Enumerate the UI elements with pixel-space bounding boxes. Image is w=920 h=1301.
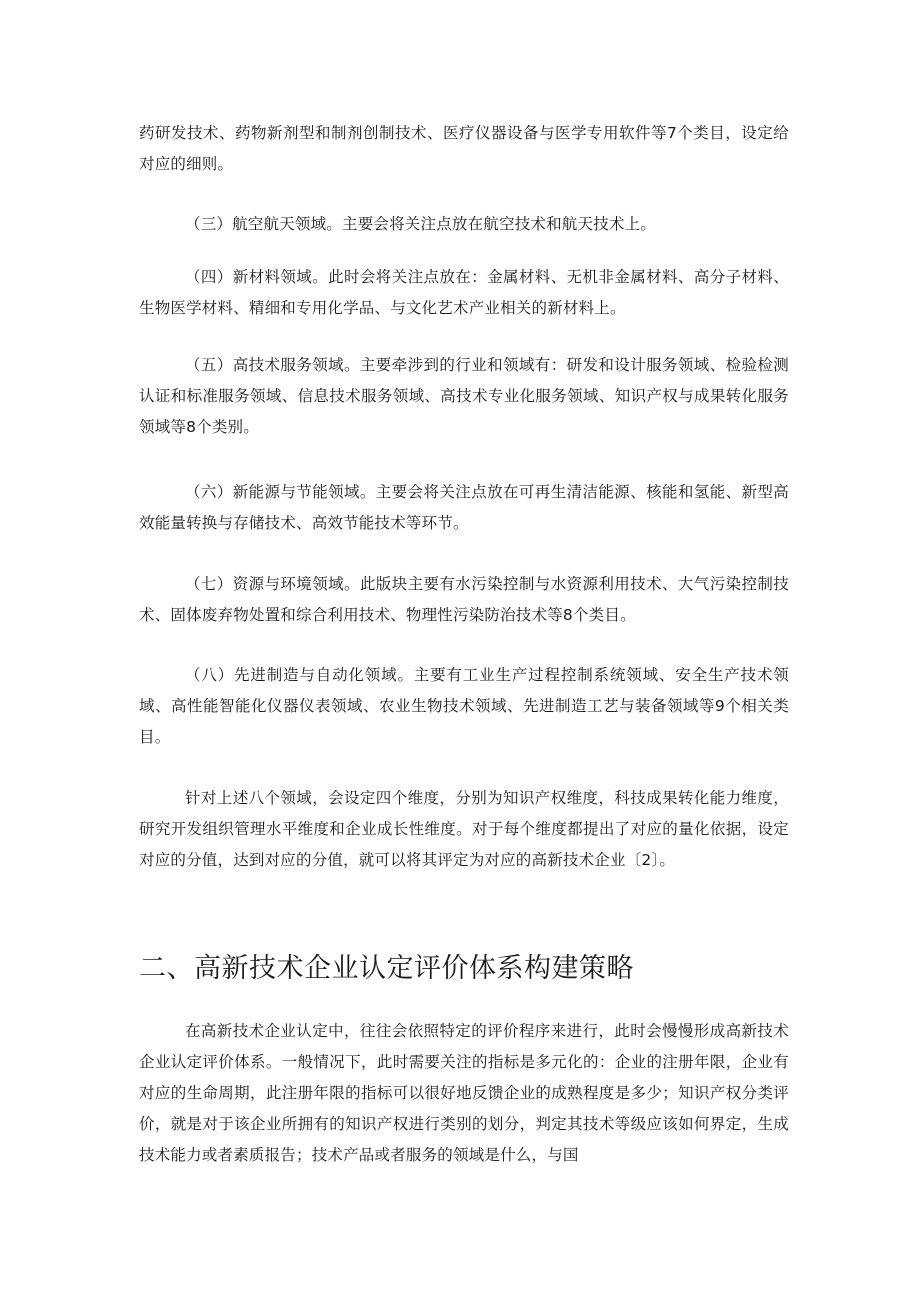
- paragraph-four-dimensions: 针对上述八个领域，会设定四个维度，分别为知识产权维度，科技成果转化能力维度，研究开发组织管理水平维度和企业成长性维度。对于每个维度都提出了对应的量化依据，设定对应的分值，达到对应的分值，就可以将其评定为对应的高新技术企业〔2〕。: [139, 789, 789, 869]
- paragraph-resources-environment: （七）资源与环境领域。此版块主要有水污染控制与水资源利用技术、大气污染控制技术、固体废弃物处置和综合利用技术、物理性污染防治技术等8个类目。: [139, 575, 789, 624]
- paragraph-new-energy: （六）新能源与节能领域。主要会将关注点放在可再生清洁能源、核能和氢能、新型高效能量转换与存储技术、高效节能技术等环节。: [139, 483, 789, 532]
- section-heading: 二、高新技术企业认定评价体系构建策略: [139, 953, 634, 984]
- paragraph-high-tech-services: （五）高技术服务领域。主要牵涉到的行业和领域有：研发和设计服务领域、检验检测认证和标准服务领域、信息技术服务领域、高技术专业化服务领域、知识产权与成果转化服务领域等8个类别。: [139, 356, 789, 436]
- paragraph-evaluation-system: 在高新技术企业认定中，往往会依照特定的评价程序来进行，此时会慢慢形成高新技术企业认定评价体系。一般情况下，此时需要关注的指标是多元化的：企业的注册年限，企业有对应的生命周期，此注册年限的指标可以很好地反馈企业的成熟程度是多少；知识产权分类评价，就是对于该企业所拥有的知识产权进行类别的划分，判定其技术等级应该如何界定，生成技术能力或者素质报告；技术产品或者服务的领域是什么，与国: [139, 1022, 789, 1164]
- paragraph-new-materials: （四）新材料领域。此时会将关注点放在：金属材料、无机非金属材料、高分子材料、生物医学材料、精细和专用化学品、与文化艺术产业相关的新材料上。: [139, 268, 789, 317]
- paragraph-aerospace: （三）航空航天领域。主要会将关注点放在航空技术和航天技术上。: [185, 215, 657, 233]
- paragraph-advanced-manufacturing: （八）先进制造与自动化领域。主要有工业生产过程控制系统领域、安全生产技术领域、高性能智能化仪器仪表领域、农业生物技术领域、先进制造工艺与装备领域等9个相关类目。: [139, 666, 789, 746]
- paragraph-medicine-continued: 药研发技术、药物新剂型和制剂创制技术、医疗仪器设备与医学专用软件等7个类目，设定给对应的细则。: [139, 124, 789, 173]
